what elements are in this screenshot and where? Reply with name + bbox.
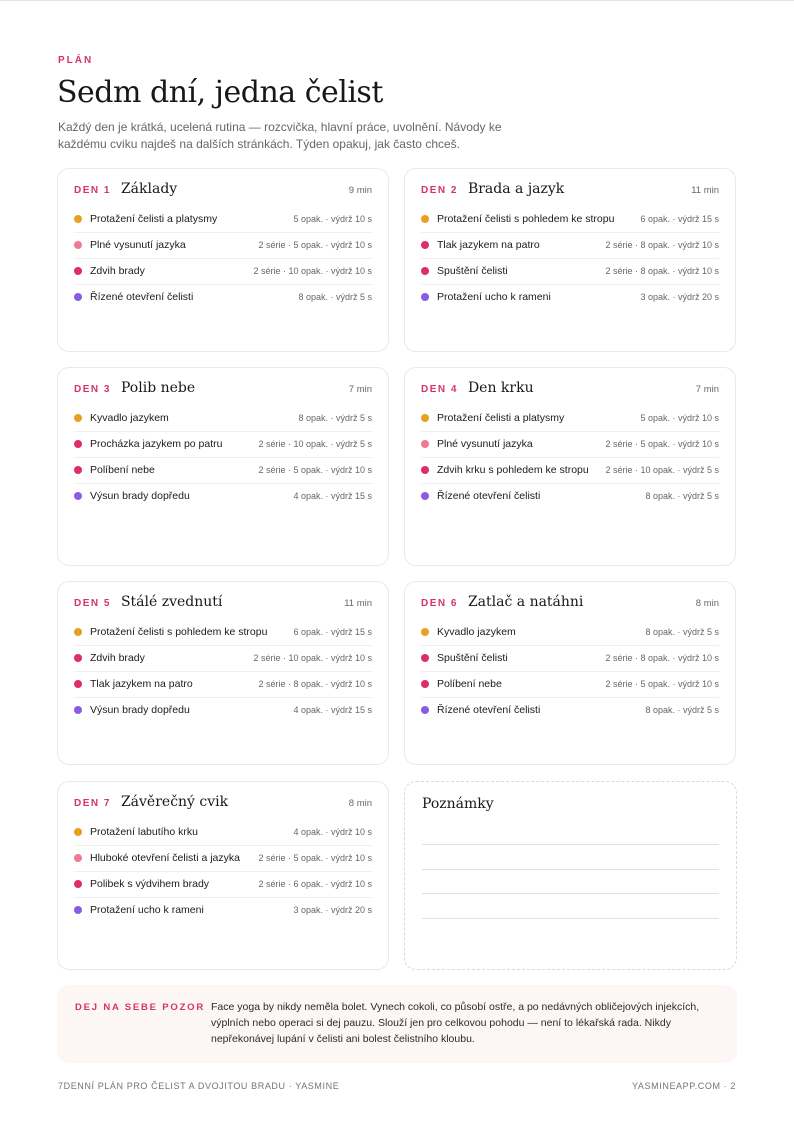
notes-card[interactable] (404, 781, 737, 970)
exercise-name: Polibek s výdvihem brady (90, 878, 210, 890)
exercise-dose: 4 opak. · výdrž 10 s (293, 827, 372, 837)
exercise-dose: 2 série · 10 opak. · výdrž 10 s (253, 266, 372, 276)
exercise-name: Spuštění čelisti (437, 652, 508, 664)
exercise-dose: 6 opak. · výdrž 15 s (640, 214, 719, 224)
exercise-name: Protažení ucho k rameni (437, 291, 551, 303)
exercise-name: Plné vysunutí jazyka (90, 239, 186, 251)
exercise-row (74, 846, 372, 872)
footer-title: 7DENNÍ PLÁN PRO ČELIST A DVOJITOU BRADU · YASMINE (58, 1081, 340, 1091)
exercise-dose: 2 série · 8 opak. · výdrž 10 s (605, 240, 719, 250)
exercise-row (421, 698, 719, 723)
exercise-dot-icon (74, 906, 82, 914)
exercise-row (74, 259, 372, 285)
exercise-dot-icon (74, 414, 82, 422)
day-duration: 8 min (695, 598, 719, 609)
page-title: Sedm dní, jedna čelist (57, 75, 383, 110)
exercise-dot-icon (421, 680, 429, 688)
day-tag: DEN 5 (74, 598, 111, 609)
day-card-2 (404, 168, 736, 352)
day-duration: 11 min (691, 185, 719, 196)
exercise-row (421, 432, 719, 458)
day-header (421, 380, 719, 402)
exercise-dose: 3 opak. · výdrž 20 s (293, 905, 372, 915)
day-card-5 (57, 581, 389, 765)
exercise-dot-icon (74, 880, 82, 888)
exercise-dose: 2 série · 10 opak. · výdrž 10 s (253, 653, 372, 663)
day-name: Brada a jazyk (467, 181, 565, 197)
exercise-row (74, 872, 372, 898)
day-tag: DEN 6 (421, 598, 458, 609)
exercise-row (421, 620, 719, 646)
exercise-dot-icon (421, 414, 429, 422)
exercise-dose: 5 opak. · výdrž 10 s (640, 413, 719, 423)
exercise-row (74, 406, 372, 432)
day-duration: 8 min (348, 798, 372, 809)
exercise-name: Zdvih brady (90, 265, 145, 277)
exercise-dot-icon (421, 215, 429, 223)
exercise-dot-icon (74, 828, 82, 836)
day-name: Základy (120, 181, 178, 197)
day-name: Den krku (467, 380, 534, 396)
exercise-row (421, 259, 719, 285)
exercise-dot-icon (421, 440, 429, 448)
exercise-dot-icon (421, 628, 429, 636)
day-card-4 (404, 367, 736, 566)
exercise-name: Protažení čelisti a platysmy (90, 213, 218, 225)
exercise-row (74, 698, 372, 723)
exercise-name: Procházka jazykem po patru (90, 438, 223, 450)
notes-line (422, 918, 719, 919)
exercise-dose: 2 série · 5 opak. · výdrž 10 s (258, 853, 372, 863)
exercise-dose: 2 série · 6 opak. · výdrž 10 s (258, 879, 372, 889)
day-name: Stálé zvednutí (120, 594, 223, 610)
exercise-name: Kyvadlo jazykem (437, 626, 516, 638)
exercise-row (74, 672, 372, 698)
notes-line (422, 869, 719, 870)
exercise-name: Zdvih brady (90, 652, 145, 664)
day-card-7 (57, 781, 389, 970)
exercise-dose: 3 opak. · výdrž 20 s (640, 292, 719, 302)
exercise-dose: 2 série · 10 opak. · výdrž 5 s (258, 439, 372, 449)
day-name: Závěrečný cvik (120, 794, 229, 810)
exercise-row (421, 672, 719, 698)
exercise-name: Tlak jazykem na patro (90, 678, 193, 690)
footer-page-info: YASMINEAPP.COM · 2 (632, 1081, 736, 1091)
intro-text: Každý den je krátká, ucelená rutina — rozcvička, hlavní práce, uvolnění. Návody ke každému cviku najdeš na dalších stránkách. Týden opakuj, jak často chceš. (58, 120, 502, 151)
exercise-row (74, 432, 372, 458)
exercise-list (421, 620, 719, 723)
day-tag: DEN 1 (74, 185, 111, 196)
exercise-name: Protažení čelisti s pohledem ke stropu (90, 626, 268, 638)
exercise-row (74, 620, 372, 646)
exercise-dose: 8 opak. · výdrž 5 s (645, 705, 719, 715)
exercise-dot-icon (74, 492, 82, 500)
exercise-row (74, 285, 372, 310)
exercise-name: Protažení labutího krku (90, 826, 198, 838)
exercise-name: Řízené otevření čelisti (90, 291, 194, 303)
day-tag: DEN 4 (421, 384, 458, 395)
day-header (421, 181, 719, 203)
exercise-name: Řízené otevření čelisti (437, 490, 541, 502)
exercise-dose: 2 série · 8 opak. · výdrž 10 s (605, 266, 719, 276)
exercise-row (74, 207, 372, 233)
exercise-dot-icon (74, 293, 82, 301)
exercise-row (421, 285, 719, 310)
exercise-dose: 8 opak. · výdrž 5 s (298, 292, 372, 302)
exercise-dose: 4 opak. · výdrž 15 s (293, 491, 372, 501)
exercise-dot-icon (421, 706, 429, 714)
exercise-row (421, 458, 719, 484)
day-header (74, 594, 372, 616)
exercise-dose: 2 série · 8 opak. · výdrž 10 s (605, 653, 719, 663)
caution-text: Face yoga by nikdy neměla bolet. Vynech cokoli, co působí ostře, a po nedávných obličejových injekcích, výplních nebo operaci si dej pauzu. Slouží jen pro celkovou pohodu — není to lékařská rada. Nikdy nepřekonávej lupání v čelisti ani bolest čelistního kloubu. (211, 1001, 700, 1045)
exercise-dot-icon (421, 241, 429, 249)
exercise-dose: 8 opak. · výdrž 5 s (298, 413, 372, 423)
exercise-name: Zdvih krku s pohledem ke stropu (437, 464, 589, 476)
exercise-name: Protažení ucho k rameni (90, 904, 204, 916)
exercise-name: Výsun brady dopředu (90, 490, 190, 502)
day-card-6 (404, 581, 736, 765)
exercise-name: Řízené otevření čelisti (437, 704, 541, 716)
exercise-name: Protažení čelisti s pohledem ke stropu (437, 213, 615, 225)
exercise-row (74, 233, 372, 259)
exercise-dot-icon (74, 628, 82, 636)
exercise-dose: 6 opak. · výdrž 15 s (293, 627, 372, 637)
exercise-dose: 4 opak. · výdrž 15 s (293, 705, 372, 715)
day-tag: DEN 2 (421, 185, 458, 196)
exercise-list (421, 207, 719, 310)
day-card-1 (57, 168, 389, 352)
exercise-dose: 2 série · 5 opak. · výdrž 10 s (605, 439, 719, 449)
exercise-dot-icon (421, 654, 429, 662)
day-name: Polib nebe (120, 380, 196, 396)
exercise-name: Hluboké otevření čelisti a jazyka (90, 852, 240, 864)
day-header (74, 380, 372, 402)
exercise-row (74, 458, 372, 484)
exercise-dot-icon (74, 267, 82, 275)
exercise-dose: 2 série · 5 opak. · výdrž 10 s (605, 679, 719, 689)
exercise-dot-icon (74, 215, 82, 223)
exercise-dose: 8 opak. · výdrž 5 s (645, 491, 719, 501)
exercise-dose: 8 opak. · výdrž 5 s (645, 627, 719, 637)
exercise-dot-icon (74, 706, 82, 714)
day-duration: 7 min (348, 384, 372, 395)
exercise-row (74, 484, 372, 509)
day-card-3 (57, 367, 389, 566)
notes-title: Poznámky (422, 796, 494, 812)
exercise-dot-icon (74, 466, 82, 474)
exercise-name: Výsun brady dopředu (90, 704, 190, 716)
exercise-list (74, 406, 372, 509)
day-header (421, 594, 719, 616)
exercise-dot-icon (74, 680, 82, 688)
exercise-row (74, 820, 372, 846)
day-tag: DEN 3 (74, 384, 111, 395)
day-header (74, 794, 372, 816)
exercise-dot-icon (74, 854, 82, 862)
caution-box (57, 985, 737, 1063)
day-header (74, 181, 372, 203)
exercise-row (421, 646, 719, 672)
exercise-dot-icon (421, 466, 429, 474)
exercise-row (421, 406, 719, 432)
exercise-dose: 2 série · 5 opak. · výdrž 10 s (258, 465, 372, 475)
exercise-row (74, 898, 372, 923)
exercise-dot-icon (421, 492, 429, 500)
day-tag: DEN 7 (74, 798, 111, 809)
exercise-row (421, 484, 719, 509)
notes-line (422, 844, 719, 845)
exercise-name: Políbení nebe (90, 464, 155, 476)
exercise-name: Tlak jazykem na patro (437, 239, 540, 251)
exercise-dose: 2 série · 8 opak. · výdrž 10 s (258, 679, 372, 689)
exercise-dot-icon (74, 654, 82, 662)
exercise-dot-icon (421, 293, 429, 301)
day-name: Zatlač a natáhni (467, 594, 584, 610)
day-duration: 11 min (344, 598, 372, 609)
exercise-row (421, 233, 719, 259)
day-duration: 7 min (695, 384, 719, 395)
day-duration: 9 min (348, 185, 372, 196)
exercise-list (74, 620, 372, 723)
exercise-name: Spuštění čelisti (437, 265, 508, 277)
exercise-dot-icon (74, 440, 82, 448)
exercise-row (74, 646, 372, 672)
exercise-dot-icon (74, 241, 82, 249)
exercise-dose: 2 série · 10 opak. · výdrž 5 s (605, 465, 719, 475)
exercise-dose: 5 opak. · výdrž 10 s (293, 214, 372, 224)
exercise-list (74, 207, 372, 310)
exercise-list (421, 406, 719, 509)
notes-line (422, 893, 719, 894)
exercise-row (421, 207, 719, 233)
caution-label: DEJ NA SEBE POZOR (75, 1002, 206, 1013)
exercise-name: Protažení čelisti a platysmy (437, 412, 565, 424)
exercise-dose: 2 série · 5 opak. · výdrž 10 s (258, 240, 372, 250)
exercise-name: Kyvadlo jazykem (90, 412, 169, 424)
exercise-name: Políbení nebe (437, 678, 502, 690)
exercise-dot-icon (421, 267, 429, 275)
section-eyebrow: PLÁN (58, 55, 94, 66)
exercise-list (74, 820, 372, 923)
exercise-name: Plné vysunutí jazyka (437, 438, 533, 450)
